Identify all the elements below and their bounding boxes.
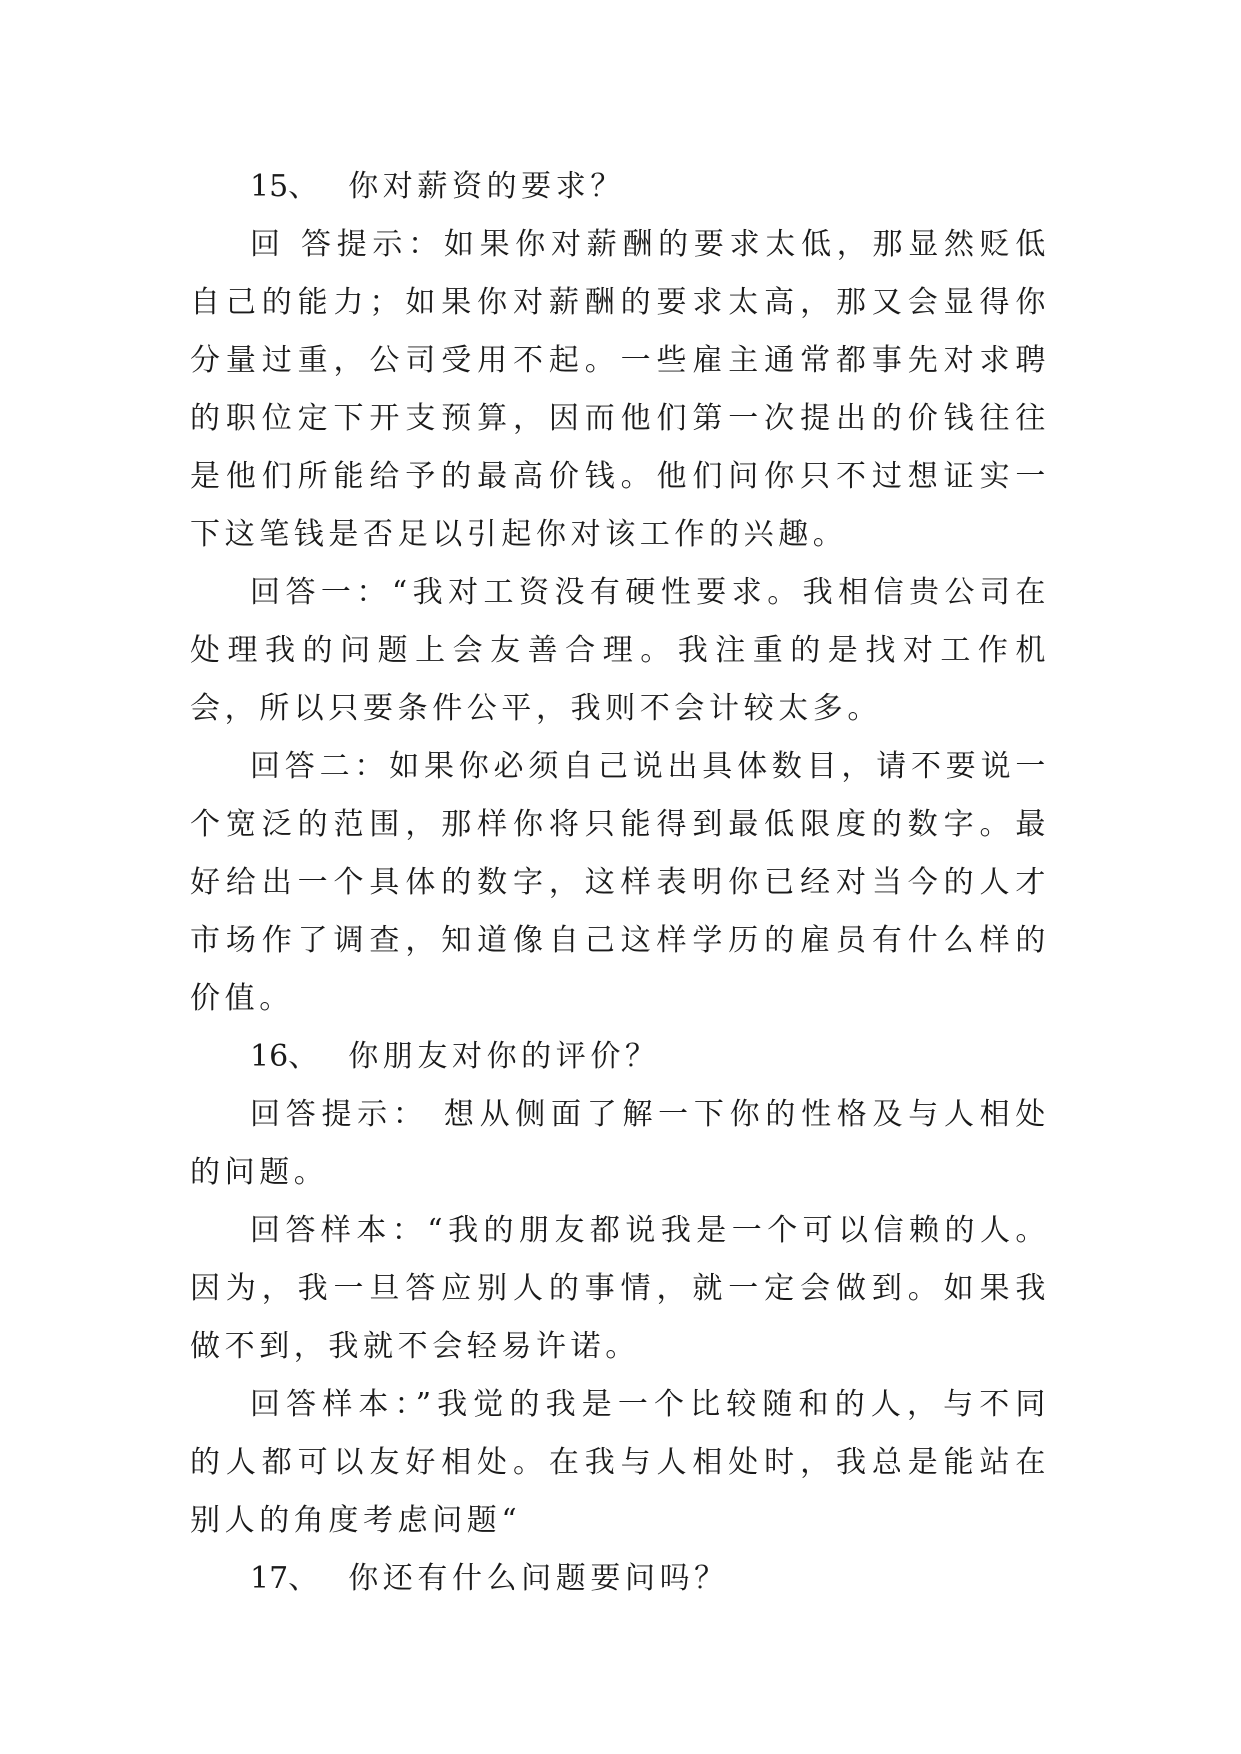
question-16-hint: 回答提示： 想从侧面了解一下你的性格及与人相处的问题。	[190, 1097, 1050, 1190]
question-16-number: 16、	[250, 1039, 319, 1074]
question-16-heading	[190, 1028, 1050, 1086]
question-17-heading	[190, 1550, 1050, 1608]
question-15-answer-2: 回答二：如果你必须自己说出具体数目，请不要说一个宽泛的范围，那样你将只能得到最低限度的数字。最好给出一个具体的数字，这样表明你已经对当今的人才市场作了调查，知道像自己这样学历的雇员有什么样的价值。	[190, 749, 1050, 1016]
question-15-hint: 回 答提示：如果你对薪酬的要求太低，那显然贬低自己的能力；如果你对薪酬的要求太高，那又会显得你分量过重，公司受用不起。一些雇主通常都事先对求聘的职位定下开支预算，因而他们第一次提出的价钱往往是他们所能给予的最高价钱。他们问你只不过想证实一下这笔钱是否足以引起你对该工作的兴趣。	[190, 227, 1050, 552]
question-15-answer-1: 回答一：“我对工资没有硬性要求。我相信贵公司在处理我的问题上会友善合理。我注重的是找对工作机会，所以只要条件公平，我则不会计较太多。	[190, 575, 1050, 726]
question-15-title: 你对薪资的要求？	[348, 169, 625, 204]
question-16-sample-2: 回答样本：”我觉的我是一个比较随和的人，与不同的人都可以友好相处。在我与人相处时，我总是能站在别人的角度考虑问题“	[190, 1387, 1050, 1538]
document-body	[190, 158, 1050, 1608]
question-16-title: 你朋友对你的评价？	[348, 1039, 660, 1074]
question-16-sample-1: 回答样本：“我的朋友都说我是一个可以信赖的人。因为，我一旦答应别人的事情，就一定会做到。如果我做不到，我就不会轻易许诺。	[190, 1213, 1050, 1364]
question-15-number: 15、	[250, 169, 319, 204]
question-17-number: 17、	[250, 1561, 319, 1596]
question-17-title: 你还有什么问题要问吗？	[348, 1561, 729, 1596]
question-15-heading	[190, 158, 1050, 216]
